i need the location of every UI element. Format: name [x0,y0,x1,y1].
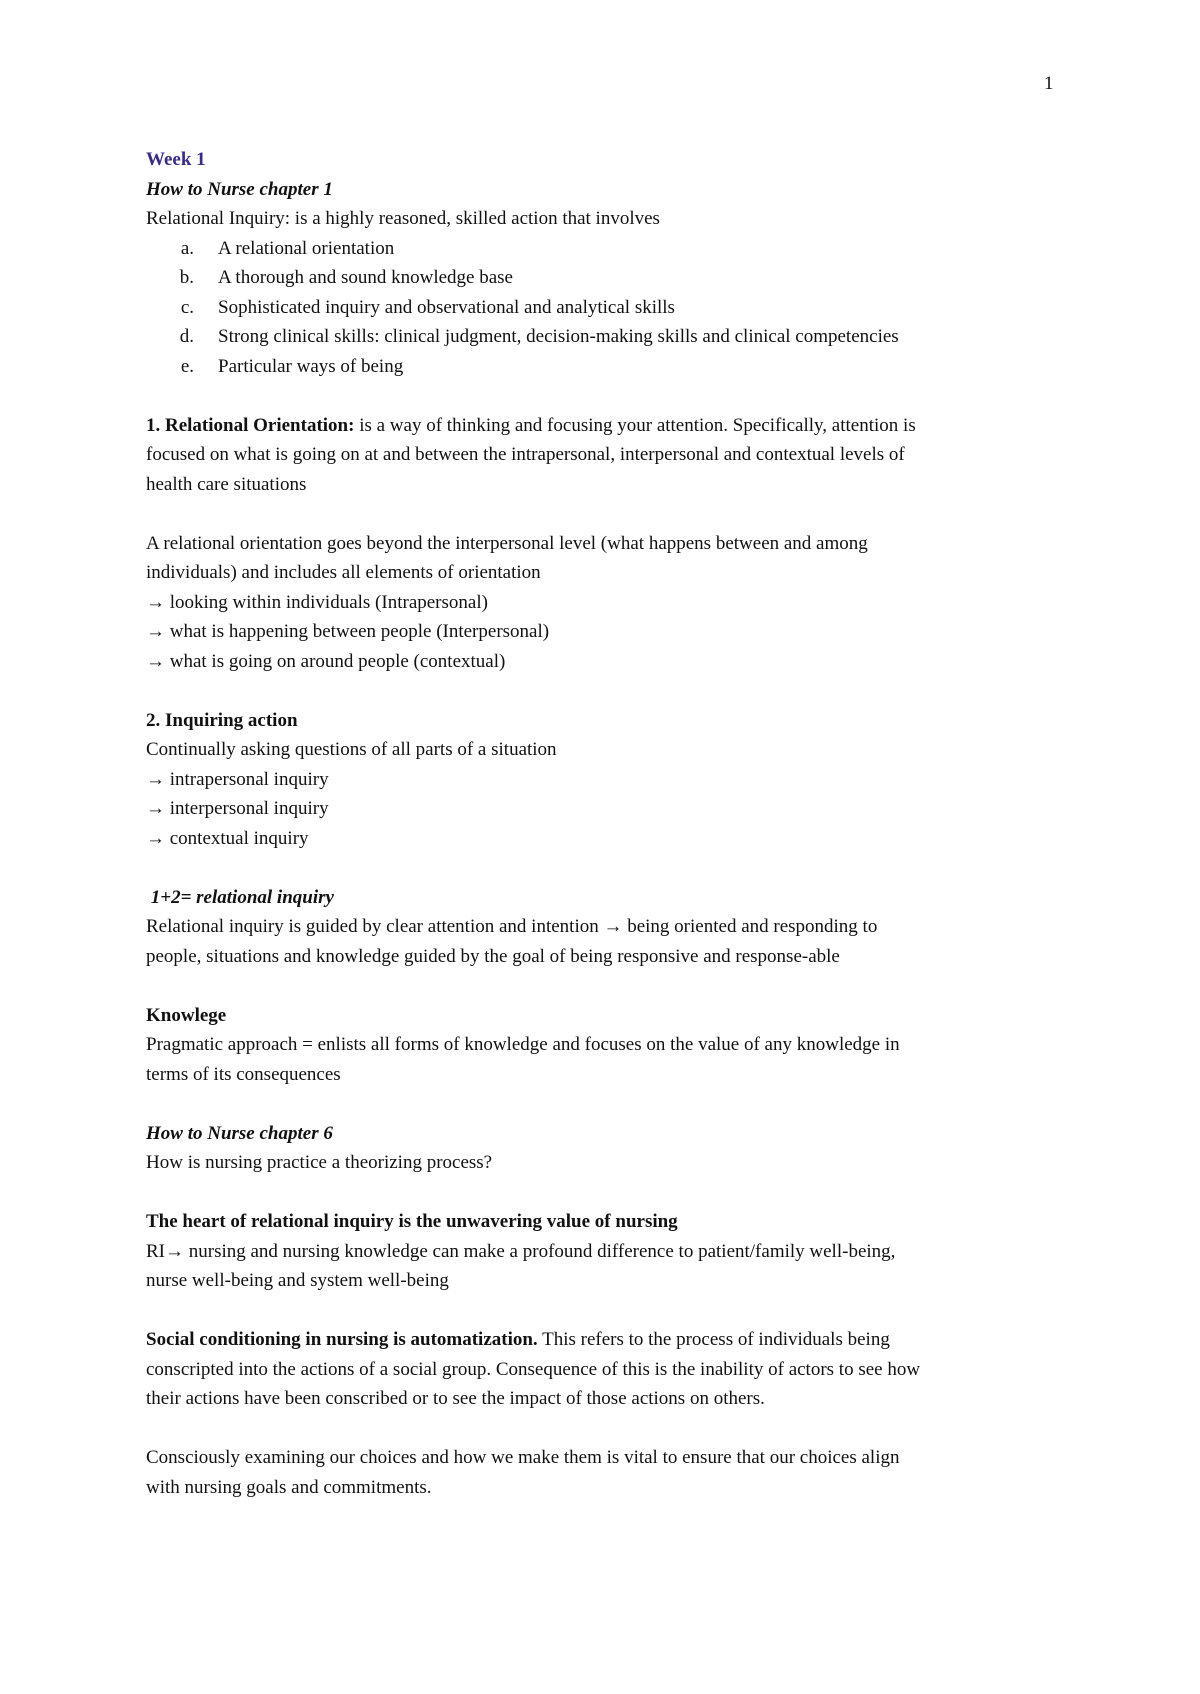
relational-inquiry-line-1: Relational inquiry is guided by clear attention and intention → being oriented and responding to [146,916,878,937]
list-item [146,234,1066,264]
list-marker: d. [179,326,194,347]
knowledge-line-1: Pragmatic approach = enlists all forms of knowledge and focuses on the value of any knowledge in [146,1034,900,1055]
week-heading: Week 1 [146,149,206,170]
list-marker: e. [180,355,194,377]
arrow-item: → intrapersonal inquiry [146,768,329,790]
list-item [146,322,1066,352]
list-marker: b. [179,267,194,288]
list-item [146,352,1066,382]
list-marker: c. [180,296,194,318]
list-marker: a. [180,237,194,259]
inquiring-heading: 2. Inquiring action [146,709,298,731]
arrow-item: → what is happening between people (Interpersonal) [146,621,550,642]
chapter-6-question: How is nursing practice a theorizing process? [146,1152,493,1173]
relational-inquiry-list [146,234,1066,382]
list-item [146,263,1066,293]
heart-line-1: RI→ nursing and nursing knowledge can make a profound difference to patient/family well-being, [146,1240,896,1262]
list-item-text: A thorough and sound knowledge base [218,267,513,288]
arrow-item: → interpersonal inquiry [146,798,329,819]
social-line-2: conscripted into the actions of a social group. Consequence of this is the inability of actors to see how [146,1358,921,1380]
conscious-line-2: with nursing goals and commitments. [146,1476,432,1498]
arrow-item: → what is going on around people (contextual) [146,650,506,672]
list-item [146,293,1066,323]
list-item-text: Particular ways of being [218,355,404,377]
relational-inquiry-intro: Relational Inquiry: is a highly reasoned, skilled action that involves [146,208,660,229]
orientation-line-3: health care situations [146,473,307,495]
knowledge-heading: Knowlege [146,1004,227,1026]
page-number: 1 [1044,73,1054,94]
orientation-line-2: focused on what is going on at and between the intrapersonal, interpersonal and contextual levels of [146,444,905,465]
orientation-para2-line-1: A relational orientation goes beyond the interpersonal level (what happens between and among [146,532,868,554]
conscious-line-1: Consciously examining our choices and how we make them is vital to ensure that our choices align [146,1447,900,1468]
orientation-text: is a way of thinking and focusing your attention. Specifically, attention is [354,414,916,436]
chapter-1-heading: How to Nurse chapter 1 [146,178,333,200]
relational-inquiry-line-2: people, situations and knowledge guided by the goal of being responsive and response-able [146,945,840,967]
social-line-3: their actions have been conscribed or to see the impact of those actions on others. [146,1388,765,1409]
document-body [146,145,1066,1502]
knowledge-line-2: terms of its consequences [146,1063,341,1085]
orientation-line-1 [146,411,1066,441]
arrow-item: → contextual inquiry [146,827,309,849]
arrow-item: → looking within individuals (Intrapersonal) [146,591,488,613]
relational-inquiry-heading: 1+2= relational inquiry [146,886,334,908]
social-text: This refers to the process of individuals being [537,1329,890,1350]
social-line-1 [146,1325,1066,1355]
list-item-text: Strong clinical skills: clinical judgment, decision-making skills and clinical competencies [218,326,899,347]
orientation-label: 1. Relational Orientation: [146,414,355,436]
list-item-text: A relational orientation [218,237,395,259]
orientation-para2-line-2: individuals) and includes all elements of orientation [146,562,541,583]
list-item-text: Sophisticated inquiry and observational and analytical skills [218,296,675,318]
social-label: Social conditioning in nursing is automatization. [146,1329,538,1350]
heart-line-2: nurse well-being and system well-being [146,1270,449,1291]
chapter-6-heading: How to Nurse chapter 6 [146,1122,333,1144]
inquiring-text: Continually asking questions of all parts of a situation [146,739,557,760]
heart-heading: The heart of relational inquiry is the unwavering value of nursing [146,1211,678,1232]
